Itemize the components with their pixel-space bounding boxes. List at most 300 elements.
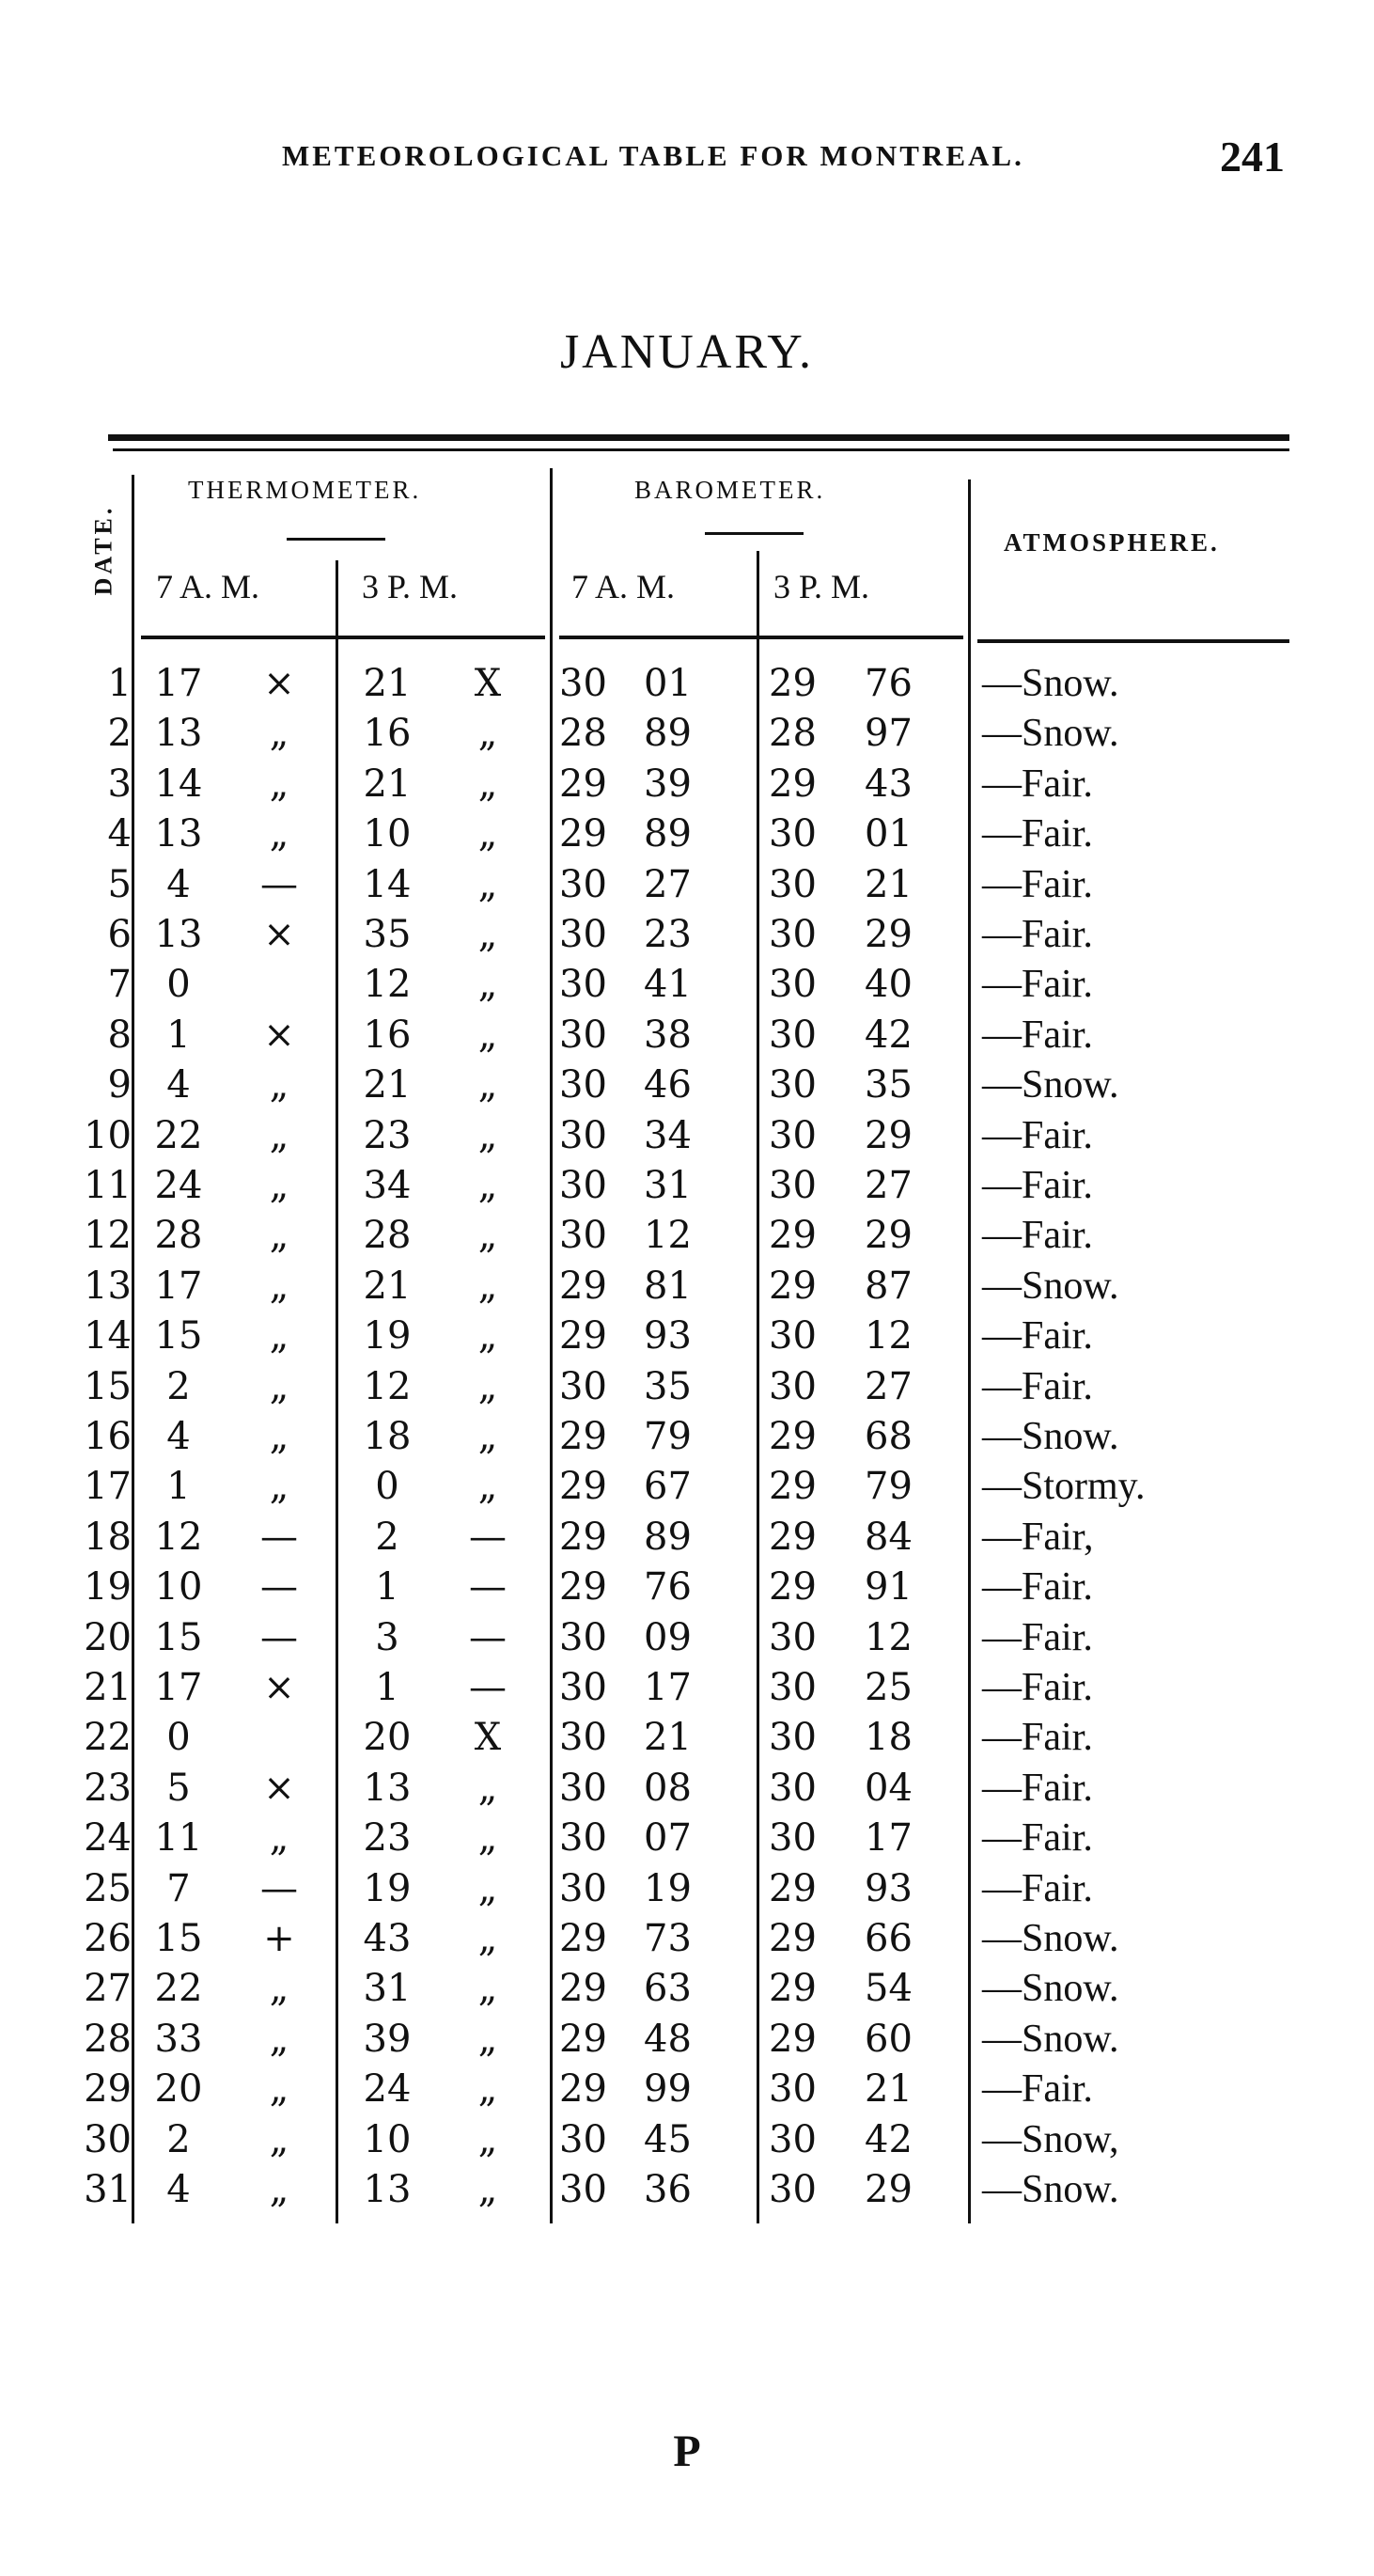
baro-am-decimals: 48 (644, 2017, 692, 2061)
baro-pm-decimals: 29 (865, 913, 913, 956)
thermo-am-value: 2 (166, 2117, 191, 2161)
baro-pm-decimals: 76 (865, 662, 913, 705)
thermo-pm-value: 21 (363, 662, 412, 705)
table-row (0, 1662, 1374, 1713)
thermo-pm-mark: „ (477, 1917, 498, 1960)
thermo-pm-value: 19 (363, 1314, 412, 1359)
thermo-am-value: 28 (154, 1214, 203, 1258)
baro-am-inches: 28 (559, 712, 607, 756)
baro-am-inches: 30 (559, 1164, 607, 1207)
date-cell: 7 (107, 963, 132, 1007)
baro-am-inches: 30 (559, 1766, 607, 1810)
baro-am-decimals: 41 (644, 963, 692, 1007)
thermo-am-mark: „ (269, 2117, 289, 2161)
baro-am-inches: 30 (559, 2117, 607, 2161)
atmosphere-cell: —Snow. (982, 1264, 1119, 1308)
table-row (0, 1612, 1374, 1663)
table-row (0, 909, 1374, 960)
table-row (0, 959, 1374, 1010)
baro-am-decimals: 34 (644, 1113, 692, 1157)
baro-am-inches: 29 (559, 1314, 607, 1359)
baro-am-inches: 29 (559, 1264, 607, 1308)
baro-pm-inches: 30 (769, 1314, 817, 1359)
atmosphere-cell: —Fair. (982, 1164, 1093, 1207)
table-row (0, 1562, 1374, 1612)
thermo-am-mark: „ (269, 1264, 289, 1308)
baro-pm-inches: 29 (769, 1214, 817, 1258)
thermo-pm-mark: „ (477, 2067, 498, 2112)
thermo-am-value: 17 (154, 1666, 203, 1709)
baro-am-inches: 29 (559, 812, 607, 856)
thermo-pm-value: 16 (363, 1013, 412, 1057)
thermo-am-value: 1 (166, 1013, 191, 1057)
table-row (0, 1010, 1374, 1060)
atmosphere-header: ATMOSPHERE. (1004, 528, 1220, 557)
baro-pm-decimals: 35 (865, 1063, 913, 1107)
baro-pm-inches: 29 (769, 1415, 817, 1458)
baro-am-inches: 30 (559, 1866, 607, 1910)
table-row (0, 1411, 1374, 1462)
thermo-am-mark: „ (269, 712, 289, 756)
date-cell: 26 (84, 1917, 132, 1960)
table-row (0, 1913, 1374, 1964)
baro-pm-inches: 30 (769, 1364, 817, 1408)
atmosphere-cell: —Fair. (982, 1314, 1093, 1359)
thermo-pm-value: 13 (363, 1766, 412, 1810)
table-row (0, 1512, 1374, 1563)
thermo-am-value: 4 (166, 1063, 191, 1107)
thermo-pm-mark: — (469, 1615, 507, 1659)
top-rule-thick (108, 434, 1289, 441)
date-cell: 4 (107, 812, 132, 856)
thermo-pm-mark: „ (477, 1816, 498, 1861)
baro-pm-inches: 30 (769, 812, 817, 856)
thermo-am-mark: „ (269, 762, 289, 806)
baro-pm-inches: 30 (769, 1816, 817, 1861)
baro-pm-inches: 30 (769, 2067, 817, 2112)
thermo-am-mark: „ (269, 1967, 289, 2011)
thermo-am-value: 11 (154, 1816, 203, 1861)
thermo-am-mark: „ (269, 1164, 289, 1207)
atmosphere-cell: —Snow, (982, 2117, 1119, 2161)
thermo-pm-value: 23 (363, 1816, 412, 1861)
baro-pm-decimals: 17 (865, 1816, 913, 1861)
thermo-pm-mark: „ (477, 1364, 498, 1408)
baro-pm-decimals: 43 (865, 762, 913, 806)
baro-am-decimals: 21 (644, 1716, 692, 1760)
date-cell: 20 (84, 1615, 132, 1659)
thermo-am-value: 1 (166, 1465, 191, 1509)
date-cell: 30 (84, 2117, 132, 2161)
baro-pm-decimals: 87 (865, 1264, 913, 1308)
table-row (0, 759, 1374, 809)
thermo-pm-value: 35 (363, 913, 412, 956)
baro-pm-inches: 30 (769, 1013, 817, 1057)
thermo-pm-mark: „ (477, 1013, 498, 1057)
baro-am-decimals: 73 (644, 1917, 692, 1960)
baro-am-inches: 29 (559, 1565, 607, 1610)
thermo-pm-value: 16 (363, 712, 412, 756)
date-cell: 3 (107, 762, 132, 806)
thermo-pm-value: 43 (363, 1917, 412, 1960)
thermo-pm-value: 1 (375, 1666, 399, 1709)
table-row (0, 859, 1374, 910)
baro-pm-inches: 30 (769, 1615, 817, 1659)
atmosphere-cell: —Fair. (982, 1766, 1093, 1810)
baro-pm-inches: 30 (769, 2168, 817, 2211)
thermo-pm-mark: „ (477, 1967, 498, 2011)
baro-am-inches: 30 (559, 913, 607, 956)
thermo-pm-mark: „ (477, 2168, 498, 2211)
thermo-am-mark: — (260, 1615, 298, 1659)
baro-am-inches: 29 (559, 1515, 607, 1559)
table-row (0, 1361, 1374, 1412)
thermo-pm-mark: X (474, 1716, 502, 1760)
table-row (0, 1763, 1374, 1814)
thermo-pm-value: 34 (363, 1164, 412, 1207)
atmosphere-cell: —Snow. (982, 1063, 1119, 1107)
thermo-pm-mark: „ (477, 1465, 498, 1509)
thermo-pm-mark: „ (477, 712, 498, 756)
thermo-am-value: 33 (154, 2017, 203, 2061)
baro-am-decimals: 89 (644, 712, 692, 756)
baro-am-decimals: 76 (644, 1565, 692, 1610)
atmosphere-cell: —Fair. (982, 1666, 1093, 1709)
thermo-am-value: 0 (166, 1716, 191, 1760)
baro-am-inches: 30 (559, 963, 607, 1007)
baro-pm-decimals: 29 (865, 1113, 913, 1157)
thermo-pm-mark: „ (477, 1063, 498, 1107)
thermo-am-mark: „ (269, 2017, 289, 2061)
baro-am-decimals: 93 (644, 1314, 692, 1359)
table-row (0, 1261, 1374, 1312)
baro-am-decimals: 27 (644, 862, 692, 906)
baro-am-decimals: 36 (644, 2168, 692, 2211)
baro-am-decimals: 23 (644, 913, 692, 956)
date-cell: 18 (84, 1515, 132, 1559)
thermo-pm-value: 18 (363, 1415, 412, 1458)
thermo-am-value: 4 (166, 2168, 191, 2211)
date-cell: 14 (84, 1314, 132, 1359)
thermo-am-value: 0 (166, 963, 191, 1007)
thermo-am-mark: × (263, 1666, 295, 1709)
thermo-am-value: 24 (154, 1164, 203, 1207)
baro-pm-decimals: 27 (865, 1164, 913, 1207)
thermo-am-value: 22 (154, 1967, 203, 2011)
baro-pm-inches: 30 (769, 862, 817, 906)
thermo-am-value: 13 (154, 812, 203, 856)
baro-pm-decimals: 93 (865, 1866, 913, 1910)
thermo-am-value: 5 (166, 1766, 191, 1810)
thermo-am-value: 4 (166, 862, 191, 906)
date-header: DATE. (89, 504, 117, 596)
date-cell: 23 (84, 1766, 132, 1810)
header-rule-baro (559, 636, 963, 639)
baro-pm-decimals: 29 (865, 2168, 913, 2211)
baro-am-decimals: 46 (644, 1063, 692, 1107)
barometer-subrule (705, 532, 804, 535)
baro-am-inches: 29 (559, 2017, 607, 2061)
baro-am-inches: 30 (559, 1214, 607, 1258)
date-cell: 22 (84, 1716, 132, 1760)
baro-pm-inches: 30 (769, 1666, 817, 1709)
thermo-am-mark: „ (269, 1314, 289, 1359)
thermo-pm-mark: „ (477, 913, 498, 956)
thermo-am-header: 7 A. M. (156, 568, 260, 605)
baro-pm-decimals: 12 (865, 1615, 913, 1659)
baro-am-inches: 29 (559, 1967, 607, 2011)
month-title: JANUARY. (559, 325, 815, 379)
atmosphere-cell: —Fair. (982, 1214, 1093, 1258)
thermo-pm-value: 12 (363, 963, 412, 1007)
baro-am-decimals: 07 (644, 1816, 692, 1861)
baro-pm-decimals: 29 (865, 1214, 913, 1258)
baro-am-decimals: 31 (644, 1164, 692, 1207)
thermo-pm-mark: „ (477, 2017, 498, 2061)
atmosphere-cell: —Fair. (982, 913, 1093, 956)
thermo-am-mark: × (263, 1013, 295, 1057)
baro-pm-inches: 29 (769, 662, 817, 705)
baro-am-decimals: 17 (644, 1666, 692, 1709)
baro-am-decimals: 67 (644, 1465, 692, 1509)
table-row (0, 658, 1374, 709)
thermo-am-value: 12 (154, 1515, 203, 1559)
baro-am-inches: 30 (559, 1364, 607, 1408)
table-row (0, 2014, 1374, 2065)
thermo-am-mark: „ (269, 2168, 289, 2211)
atmosphere-cell: —Fair. (982, 1013, 1093, 1057)
table-row (0, 1311, 1374, 1361)
thermo-am-mark: — (260, 1515, 298, 1559)
thermo-am-value: 13 (154, 913, 203, 956)
atmosphere-cell: —Fair. (982, 862, 1093, 906)
thermo-am-mark: „ (269, 2067, 289, 2112)
header-rule-thermo (141, 636, 545, 639)
baro-pm-inches: 30 (769, 1063, 817, 1107)
baro-am-decimals: 89 (644, 812, 692, 856)
atmosphere-cell: —Fair. (982, 1866, 1093, 1910)
thermo-pm-mark: „ (477, 963, 498, 1007)
thermo-am-mark: — (260, 862, 298, 906)
baro-pm-inches: 29 (769, 1917, 817, 1960)
thermo-pm-mark: — (469, 1666, 507, 1709)
atmosphere-cell: —Stormy. (982, 1465, 1146, 1509)
top-rule-thin (113, 448, 1289, 451)
baro-am-decimals: 35 (644, 1364, 692, 1408)
thermo-am-value: 15 (154, 1314, 203, 1359)
table-row (0, 1712, 1374, 1763)
date-cell: 9 (107, 1063, 132, 1107)
baro-am-inches: 30 (559, 1113, 607, 1157)
table-row (0, 2164, 1374, 2215)
thermo-pm-mark: „ (477, 812, 498, 856)
running-head (0, 132, 1374, 188)
thermo-am-mark: „ (269, 1214, 289, 1258)
baro-pm-inches: 30 (769, 963, 817, 1007)
thermo-am-mark: × (263, 1766, 295, 1810)
date-cell: 27 (84, 1967, 132, 2011)
thermo-pm-value: 21 (363, 1063, 412, 1107)
date-cell: 1 (107, 662, 132, 705)
thermo-am-mark: × (263, 913, 295, 956)
baro-pm-inches: 29 (769, 1565, 817, 1610)
thermo-am-value: 22 (154, 1113, 203, 1157)
baro-pm-inches: 30 (769, 913, 817, 956)
baro-am-inches: 30 (559, 2168, 607, 2211)
baro-pm-decimals: 66 (865, 1917, 913, 1960)
table-row (0, 1461, 1374, 1512)
thermo-am-value: 13 (154, 712, 203, 756)
thermo-am-mark: „ (269, 812, 289, 856)
thermo-pm-mark: X (474, 662, 502, 705)
baro-pm-decimals: 42 (865, 1013, 913, 1057)
thermometer-header: THERMOMETER. (188, 476, 422, 504)
table-row (0, 1863, 1374, 1914)
table-row (0, 1813, 1374, 1863)
baro-pm-decimals: 42 (865, 2117, 913, 2161)
date-cell: 17 (84, 1465, 132, 1509)
atmosphere-cell: —Snow. (982, 2168, 1119, 2211)
atmosphere-cell: —Snow. (982, 2017, 1119, 2061)
baro-am-inches: 29 (559, 1917, 607, 1960)
baro-pm-inches: 30 (769, 1113, 817, 1157)
thermo-pm-mark: — (469, 1565, 507, 1610)
thermo-pm-value: 21 (363, 762, 412, 806)
baro-pm-inches: 29 (769, 1866, 817, 1910)
baro-pm-decimals: 60 (865, 2017, 913, 2061)
baro-am-inches: 30 (559, 1063, 607, 1107)
table-row (0, 2064, 1374, 2114)
thermo-pm-value: 24 (363, 2067, 412, 2112)
atmosphere-cell: —Snow. (982, 712, 1119, 756)
thermo-pm-value: 0 (375, 1465, 399, 1509)
baro-pm-inches: 29 (769, 1967, 817, 2011)
thermo-pm-mark: „ (477, 1214, 498, 1258)
date-cell: 5 (107, 862, 132, 906)
thermo-am-mark: „ (269, 1364, 289, 1408)
table-row (0, 1210, 1374, 1261)
baro-pm-inches: 28 (769, 712, 817, 756)
thermo-pm-value: 10 (363, 812, 412, 856)
baro-pm-decimals: 18 (865, 1716, 913, 1760)
baro-pm-inches: 29 (769, 1515, 817, 1559)
date-cell: 24 (84, 1816, 132, 1861)
baro-am-inches: 30 (559, 1816, 607, 1861)
thermo-pm-value: 23 (363, 1113, 412, 1157)
baro-pm-inches: 29 (769, 1264, 817, 1308)
date-cell: 19 (84, 1565, 132, 1610)
date-cell: 16 (84, 1415, 132, 1458)
baro-am-decimals: 63 (644, 1967, 692, 2011)
baro-pm-decimals: 21 (865, 2067, 913, 2112)
thermo-pm-mark: „ (477, 1113, 498, 1157)
date-cell: 28 (84, 2017, 132, 2061)
thermo-am-value: 17 (154, 1264, 203, 1308)
atmosphere-cell: —Fair. (982, 762, 1093, 806)
baro-am-inches: 30 (559, 1716, 607, 1760)
baro-pm-inches: 30 (769, 1716, 817, 1760)
date-cell: 2 (107, 712, 132, 756)
atmosphere-cell: —Snow. (982, 1917, 1119, 1960)
thermo-pm-value: 39 (363, 2017, 412, 2061)
signature-mark: P (673, 2427, 701, 2476)
thermo-pm-value: 19 (363, 1866, 412, 1910)
date-cell: 10 (84, 1113, 132, 1157)
baro-am-inches: 30 (559, 1666, 607, 1709)
thermo-pm-mark: „ (477, 1766, 498, 1810)
thermo-am-value: 17 (154, 662, 203, 705)
thermo-pm-mark: „ (477, 1415, 498, 1458)
thermo-pm-value: 21 (363, 1264, 412, 1308)
thermo-pm-mark: „ (477, 762, 498, 806)
thermo-am-value: 7 (166, 1866, 191, 1910)
thermo-am-value: 14 (154, 762, 203, 806)
atmosphere-cell: —Fair. (982, 2067, 1093, 2112)
page-number: 241 (1220, 133, 1285, 181)
thermo-am-mark: — (260, 1565, 298, 1610)
baro-pm-decimals: 27 (865, 1364, 913, 1408)
thermo-am-value: 20 (154, 2067, 203, 2112)
baro-am-inches: 30 (559, 1013, 607, 1057)
atmosphere-cell: —Snow. (982, 1415, 1119, 1458)
thermo-pm-value: 10 (363, 2117, 412, 2161)
baro-am-decimals: 99 (644, 2067, 692, 2112)
running-title: METEOROLOGICAL TABLE FOR MONTREAL. (282, 139, 1024, 172)
thermo-pm-value: 28 (363, 1214, 412, 1258)
baro-pm-decimals: 01 (865, 812, 913, 856)
table-row (0, 809, 1374, 859)
baro-pm-decimals: 21 (865, 862, 913, 906)
atmosphere-cell: —Fair. (982, 1716, 1093, 1760)
thermo-pm-mark: „ (477, 1866, 498, 1910)
thermometer-subrule (287, 538, 385, 541)
thermo-pm-value: 2 (375, 1515, 399, 1559)
baro-pm-inches: 29 (769, 2017, 817, 2061)
thermo-am-value: 10 (154, 1565, 203, 1610)
baro-pm-inches: 30 (769, 2117, 817, 2161)
thermo-pm-value: 12 (363, 1364, 412, 1408)
baro-pm-decimals: 79 (865, 1465, 913, 1509)
baro-pm-inches: 30 (769, 1164, 817, 1207)
thermo-am-mark: „ (269, 1816, 289, 1861)
date-cell: 11 (84, 1164, 132, 1207)
baro-pm-decimals: 12 (865, 1314, 913, 1359)
baro-pm-decimals: 04 (865, 1766, 913, 1810)
baro-am-header: 7 A. M. (571, 568, 676, 605)
thermo-am-mark: — (260, 1866, 298, 1910)
atmosphere-cell: —Fair. (982, 963, 1093, 1007)
thermo-pm-value: 3 (375, 1615, 399, 1659)
baro-pm-decimals: 91 (865, 1565, 913, 1610)
baro-am-inches: 30 (559, 862, 607, 906)
baro-am-decimals: 89 (644, 1515, 692, 1559)
baro-am-inches: 29 (559, 1465, 607, 1509)
thermo-am-mark: „ (269, 1063, 289, 1107)
thermo-am-value: 2 (166, 1364, 191, 1408)
thermo-am-value: 15 (154, 1615, 203, 1659)
thermo-pm-mark: „ (477, 1314, 498, 1359)
thermo-am-mark: „ (269, 1465, 289, 1509)
atmosphere-cell: —Snow. (982, 1967, 1119, 2011)
baro-am-inches: 29 (559, 1415, 607, 1458)
thermo-pm-mark: — (469, 1515, 507, 1559)
baro-am-decimals: 09 (644, 1615, 692, 1659)
baro-pm-inches: 29 (769, 762, 817, 806)
date-cell: 13 (84, 1264, 132, 1308)
baro-am-decimals: 45 (644, 2117, 692, 2161)
baro-am-decimals: 08 (644, 1766, 692, 1810)
baro-pm-decimals: 54 (865, 1967, 913, 2011)
